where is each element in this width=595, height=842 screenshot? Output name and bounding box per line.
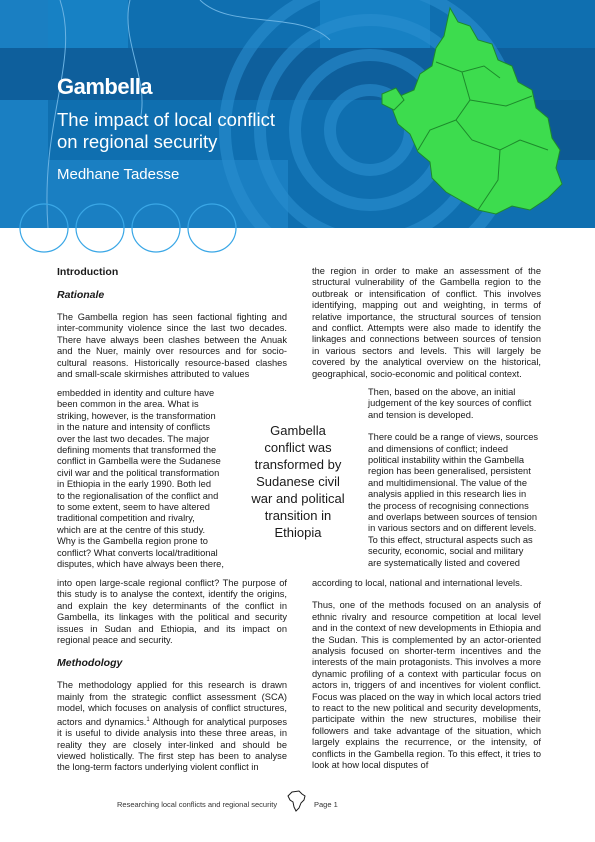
- text-line: There could be a range of views, sources: [368, 432, 539, 443]
- text-line: and multidimensional. The value of the: [368, 477, 528, 488]
- text-line: and overlaps between sources of tension: [368, 512, 538, 523]
- column-right-lower: [312, 578, 541, 772]
- text-line: in Ethiopia in the early 1990. Both led: [57, 479, 212, 490]
- text-line: which are at the centre of this study.: [57, 524, 206, 535]
- paragraph: according to local, national and international levels.: [312, 578, 523, 588]
- page-number: Page 1: [314, 800, 338, 809]
- text-line: and tension is developed.: [368, 409, 474, 420]
- subtitle-line: on regional security: [57, 131, 218, 152]
- column-left-wrap: [57, 388, 257, 571]
- column-left-lower: [57, 578, 287, 774]
- header-banner: [0, 0, 595, 228]
- text-line: are systematically listed and covered: [368, 557, 520, 568]
- pull-quote-line: transition in: [264, 508, 332, 523]
- text-line: security, economic, social and military: [368, 546, 524, 557]
- text-line: the process of recognising connections: [368, 500, 529, 511]
- pull-quote-line: transformed by: [254, 457, 342, 472]
- pull-quote-line: war and political: [251, 491, 345, 506]
- subsection-heading: Rationale: [57, 289, 105, 301]
- paragraph-text: Although for analytical purposes it is useful to divide analysis into these three areas, in reality they are closely inter-linked and should be viewed holistically. The first step has been to analyse the long-term factors underlying violent conflict in: [57, 716, 287, 773]
- paragraph: Thus, one of the methods focused on an analysis of ethnic rivalry and resource competition at local level and in the context of new developments in Ethiopia and the Sudan. This is complemented by an actor-oriented analysis focused on shorter-term incentives and the interests of the main protagonists. This involves a more dynamic profiling of a context with particular focus on actors in, triggers of and incentives for violent conflict. Focus was placed on the way in which local actors tried to react to the new political and security developments, participate within the new structures, mobilise their followers and take advantage of the situation, which largely explains the recurrence, or the intensity, of conflicts in the Gambella region. To this effect, it tries to look at how local disputes of: [312, 600, 541, 771]
- paragraph: The Gambella region has seen factional fighting and inter-community violence since the last two decades. There have always been clashes between the Anuak and the Nuer, mainly over resources and for socio-cultural reasons. Historically resource-based clashes and small-scale skirmishes attributed to values: [57, 312, 287, 380]
- pull-quote-line: Gambella: [270, 423, 326, 438]
- page-title: Gambella: [57, 74, 153, 99]
- text-line: in various sectors and on different levels.: [368, 523, 537, 534]
- text-line: analysis applied in this research lies in: [368, 489, 527, 500]
- text-line: over the last two decades. The major: [57, 433, 210, 444]
- africa-icon: [287, 790, 307, 812]
- text-line: Why is the Gambella region prone to: [57, 536, 208, 547]
- text-line: defining moments that transformed the: [57, 445, 217, 456]
- text-line: Then, based on the above, an initial: [368, 387, 516, 397]
- page-subtitle: [57, 109, 327, 153]
- paragraph: [57, 680, 287, 773]
- text-line: been common in the area. What is: [57, 399, 199, 410]
- text-line: and dimensions of conflict; indeed: [368, 443, 509, 454]
- pull-quote-line: conflict was: [264, 440, 332, 455]
- text-line: traditional competition and rivalry,: [57, 513, 195, 524]
- text-line: conflict? What converts local/traditional: [57, 547, 218, 558]
- text-line: to some extent, seem to have altered: [57, 502, 210, 513]
- text-line: to the regionalisation of the conflict and: [57, 490, 219, 501]
- footnote-marker: 1: [146, 716, 150, 723]
- text-line: striking, however, is the transformation: [57, 410, 216, 421]
- paragraph: into open large-scale regional conflict? The purpose of this study is to analyse the context, identify the origins, and explain the key determinants of the conflict in Gambella, its linkages with the political and security issues in Sudan and Ethiopia, and its impact on regional peace and security.: [57, 578, 287, 646]
- column-right-wrap: [368, 387, 541, 569]
- text-line: in the nature and intensity of conflicts: [57, 422, 210, 433]
- column-right: [312, 266, 541, 380]
- text-line: conflict in Gambella were the Sudanese: [57, 456, 221, 467]
- text-line: judgement of the key sources of conflict: [368, 398, 532, 409]
- text-line: disputes, which have always been there,: [57, 559, 224, 570]
- pull-quote-line: Sudanese civil: [256, 474, 340, 489]
- footer-series-title: Researching local conflicts and regional security: [117, 800, 278, 809]
- pull-quote: [238, 422, 358, 541]
- subtitle-line: The impact of local conflict: [57, 109, 275, 130]
- text-line: embedded in identity and culture have: [57, 388, 215, 398]
- text-line: To this effect, structural aspects such as: [368, 534, 533, 545]
- column-left: [57, 266, 287, 380]
- text-line: region has been generalised, persistent: [368, 466, 531, 477]
- pull-quote-line: Ethiopia: [274, 525, 322, 540]
- text-line: political instability within the Gambella: [368, 455, 525, 466]
- paragraph: the region in order to make an assessment of the structural vulnerability of the Gambella region to the outbreak or intensification of conflict. This involves identifying, mapping out and weighting, in terms of relative importance, the structural sources of tension and conflict. Attempts were also made to identify the linkages and connections between sources of tension in various sectors and levels. This will largely be covered by the analytical overview on the historical, geographical, socio-economic and political context.: [312, 266, 541, 379]
- decorative-circles: [0, 200, 595, 260]
- section-heading: Introduction: [57, 266, 119, 278]
- paragraph-text: The methodology applied for this research is drawn mainly from the strategic conflict assessment (SCA) model, which focuses on analysis of conflict structures, actors and dynamics.: [57, 680, 287, 727]
- author-name: Medhane Tadesse: [57, 166, 180, 183]
- subsection-heading: Methodology: [57, 657, 123, 670]
- text-line: civil war and the political transformation: [57, 467, 220, 478]
